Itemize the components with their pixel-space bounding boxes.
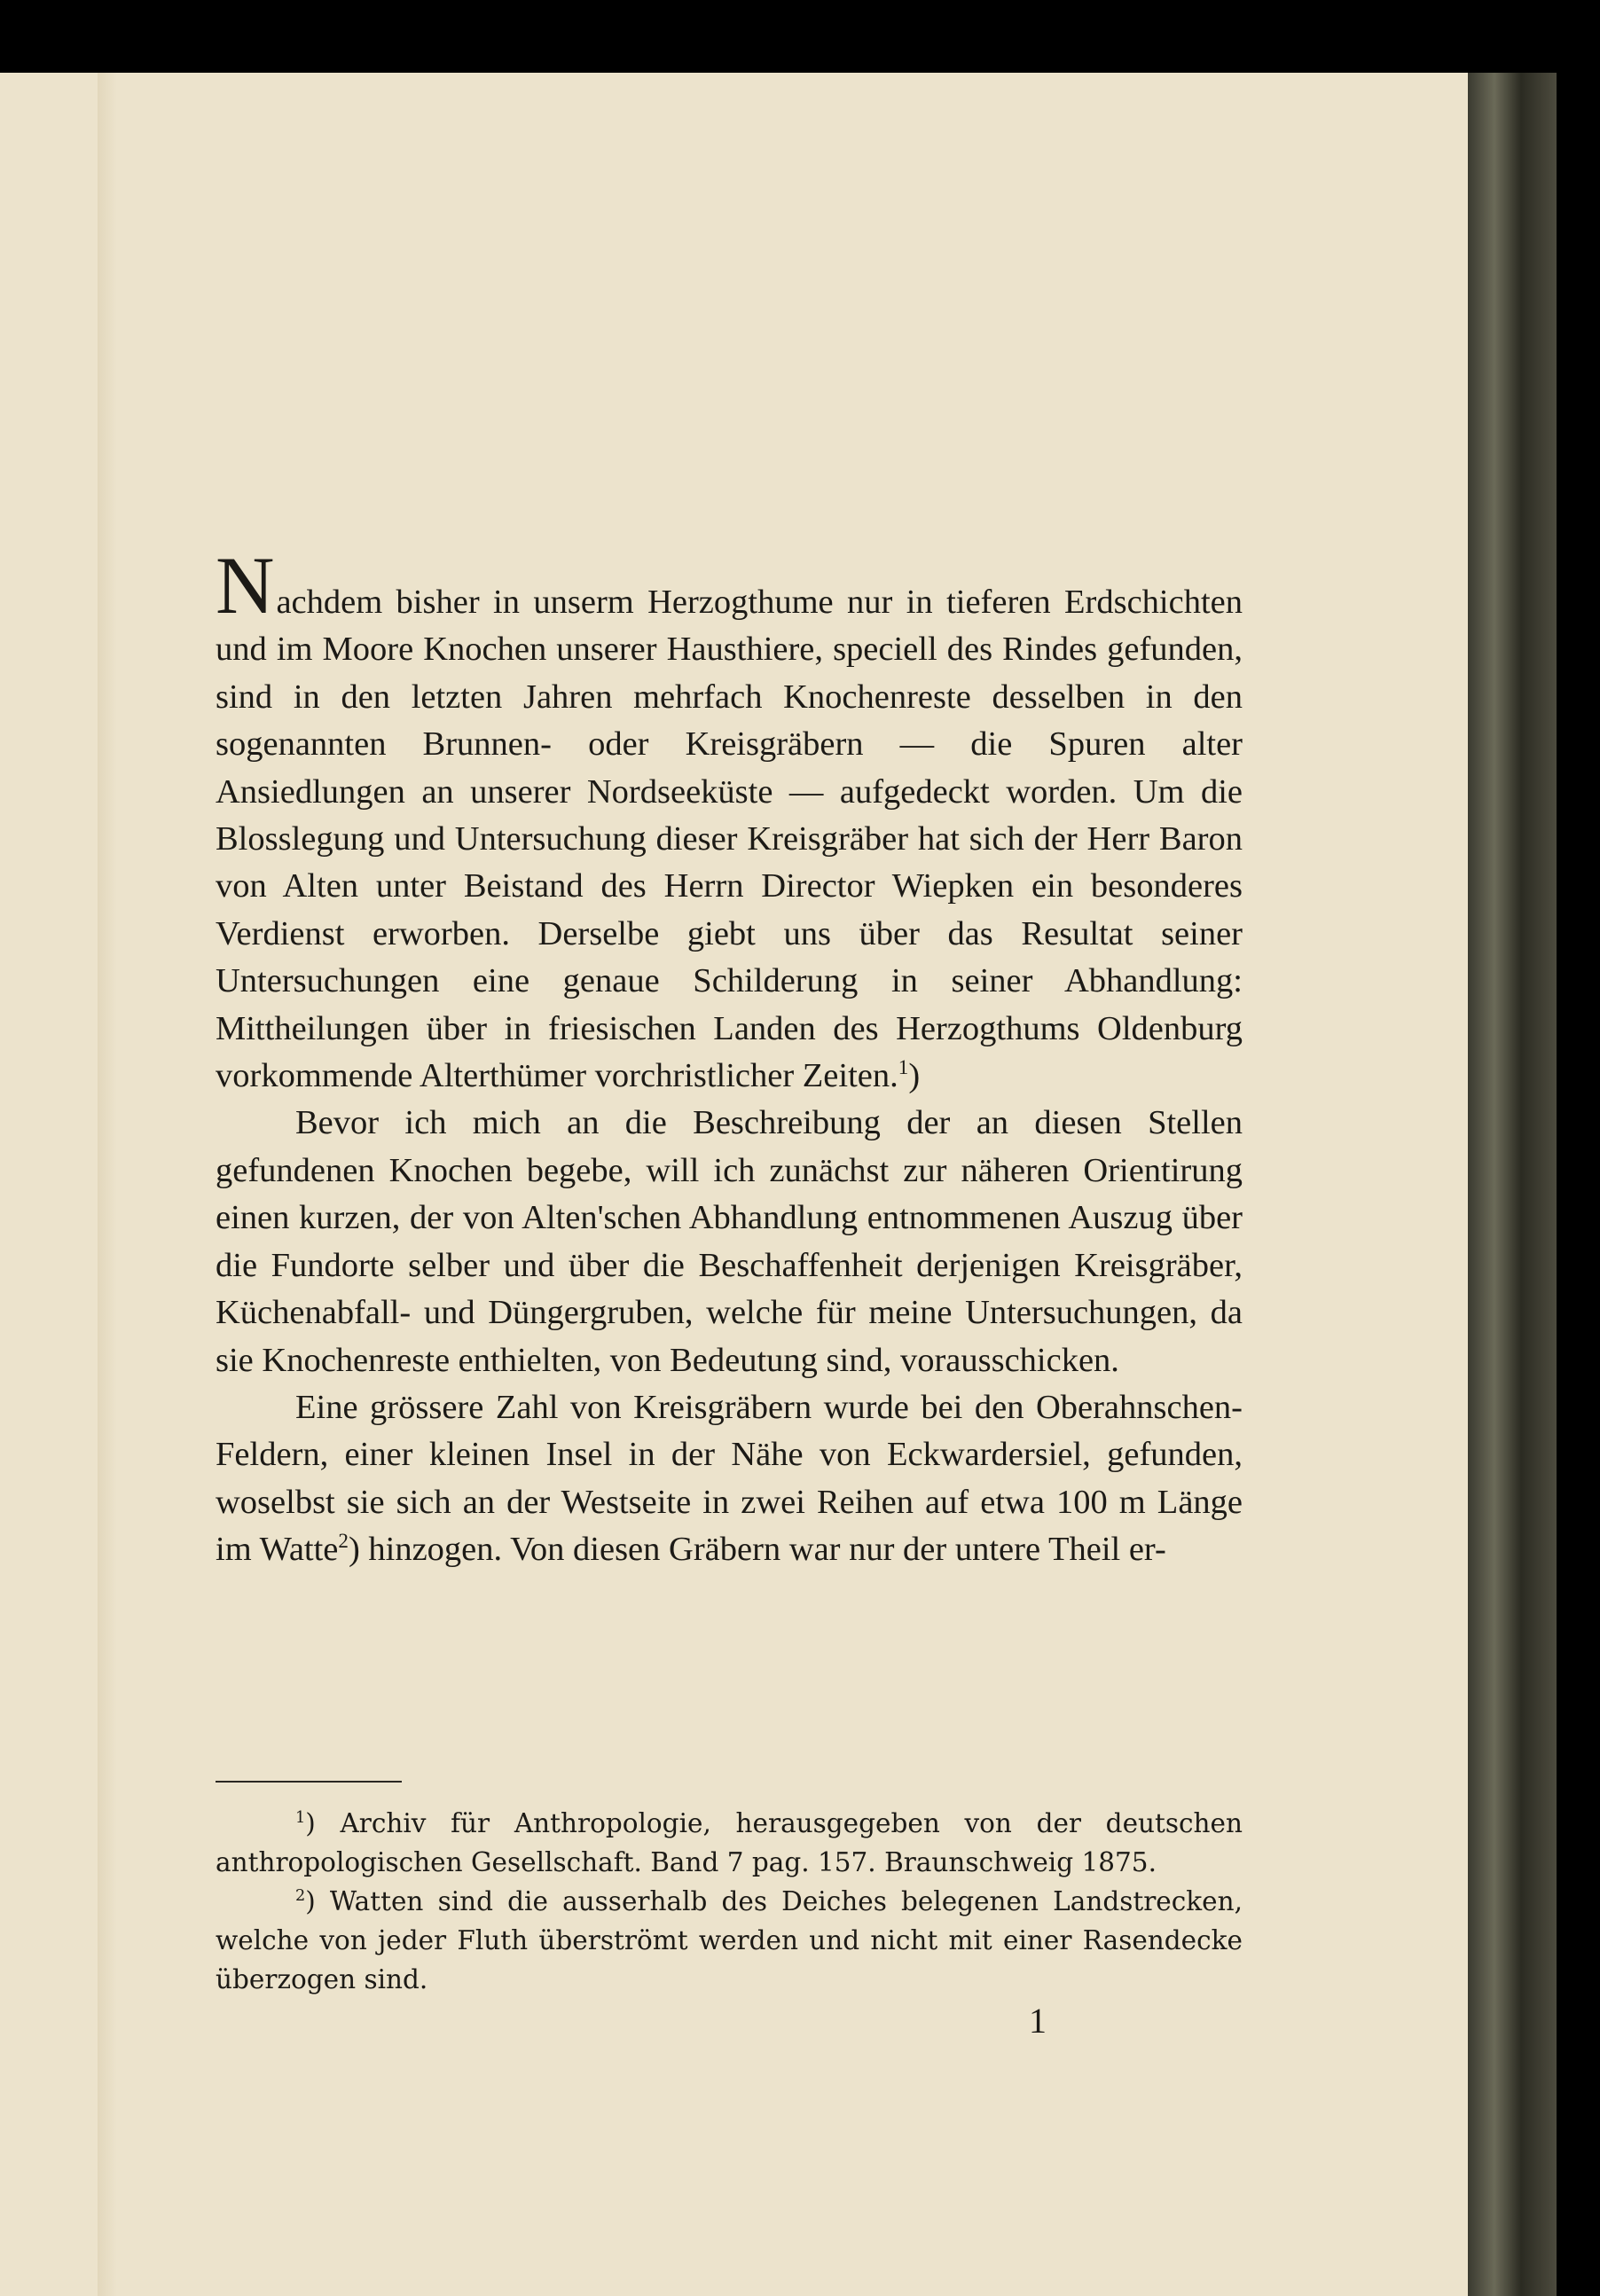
- body-text: [216, 540, 1243, 1574]
- paragraph-2: Bevor ich mich an die Beschreibung der an diesen Stellen gefundenen Knochen begebe, will ich zunächst zur näheren Orientirung einen kurzen, der von Alten'schen Abhandlung entnommenen Auszug über die Fundorte selber und über die Beschaffenheit derjenigen Kreisgräber, Küchenabfall- und Düngergruben, welche für meine Untersuchungen, da sie Knochenreste enthielten, von Bedeutung sind, vorausschicken.: [216, 1104, 1243, 1379]
- footnote-1-text: ) Archiv für Anthropologie, herausgegeben von der deutschen anthropologischen Gesellschaft. Band 7 pag. 157. Braunschweig 1875.: [216, 1808, 1243, 1877]
- footnote-ref-1: 1: [898, 1055, 909, 1079]
- footnote-2-text: ) Watten sind die ausserhalb des Deiches belegenen Landstrecken, welche von jeder Fluth überströmt werden und nicht mit einer Rasendecke überzogen sind.: [216, 1886, 1243, 1994]
- drop-cap: N: [216, 540, 275, 631]
- paragraph-1-end: ): [908, 1057, 921, 1095]
- footnote-2-mark: 2: [295, 1887, 306, 1906]
- book-spine: [1468, 73, 1557, 2296]
- page-gutter: [98, 73, 117, 2296]
- paragraph-1-text: achdem bisher in unserm Herzogthume nur in tieferen Erdschichten und im Moore Knochen unserer Hausthiere, speciell des Rindes gefunden, sind in den letzten Jahren mehrfach Knochenreste desselben in den sogenannten Brunnen- oder Kreisgräbern — die Spuren alter Ansiedlungen an unserer Nordseeküste — aufgedeckt worden. Um die Blosslegung und Untersuchung dieser Kreisgräber hat sich der Herr Baron von Alten unter Beistand des Herrn Director Wiepken ein besonderes Verdienst erworben. Derselbe giebt uns über das Resultat seiner Untersuchungen eine genaue Schilderung in seiner Abhandlung: Mittheilungen über in friesischen Landen des Herzogthums Oldenburg vorkommende Alterthümer vorchristlicher Zeiten.: [216, 584, 1243, 1095]
- footnote-1-mark: 1: [295, 1809, 306, 1828]
- paragraph-1: [216, 540, 1243, 1100]
- page-number: 1: [1029, 2001, 1047, 2041]
- footnote-ref-2: 2: [338, 1529, 349, 1553]
- paragraph-3-text: Eine grössere Zahl von Kreisgräbern wurde bei den Oberahnschen-Feldern, einer kleinen Insel in der Nähe von Eckwardersiel, gefunden, woselbst sie sich an der Westseite in zwei Reihen auf etwa 100 m Länge im Watte: [216, 1388, 1243, 1569]
- footnote-divider: [216, 1781, 402, 1783]
- paragraph-3-end: ) hinzogen. Von diesen Gräbern war nur der untere Theil er-: [348, 1531, 1166, 1569]
- footnote-2: [216, 1882, 1243, 1999]
- footnotes: [216, 1804, 1243, 1999]
- paragraph-3: [216, 1384, 1243, 1574]
- footnote-1: [216, 1804, 1243, 1882]
